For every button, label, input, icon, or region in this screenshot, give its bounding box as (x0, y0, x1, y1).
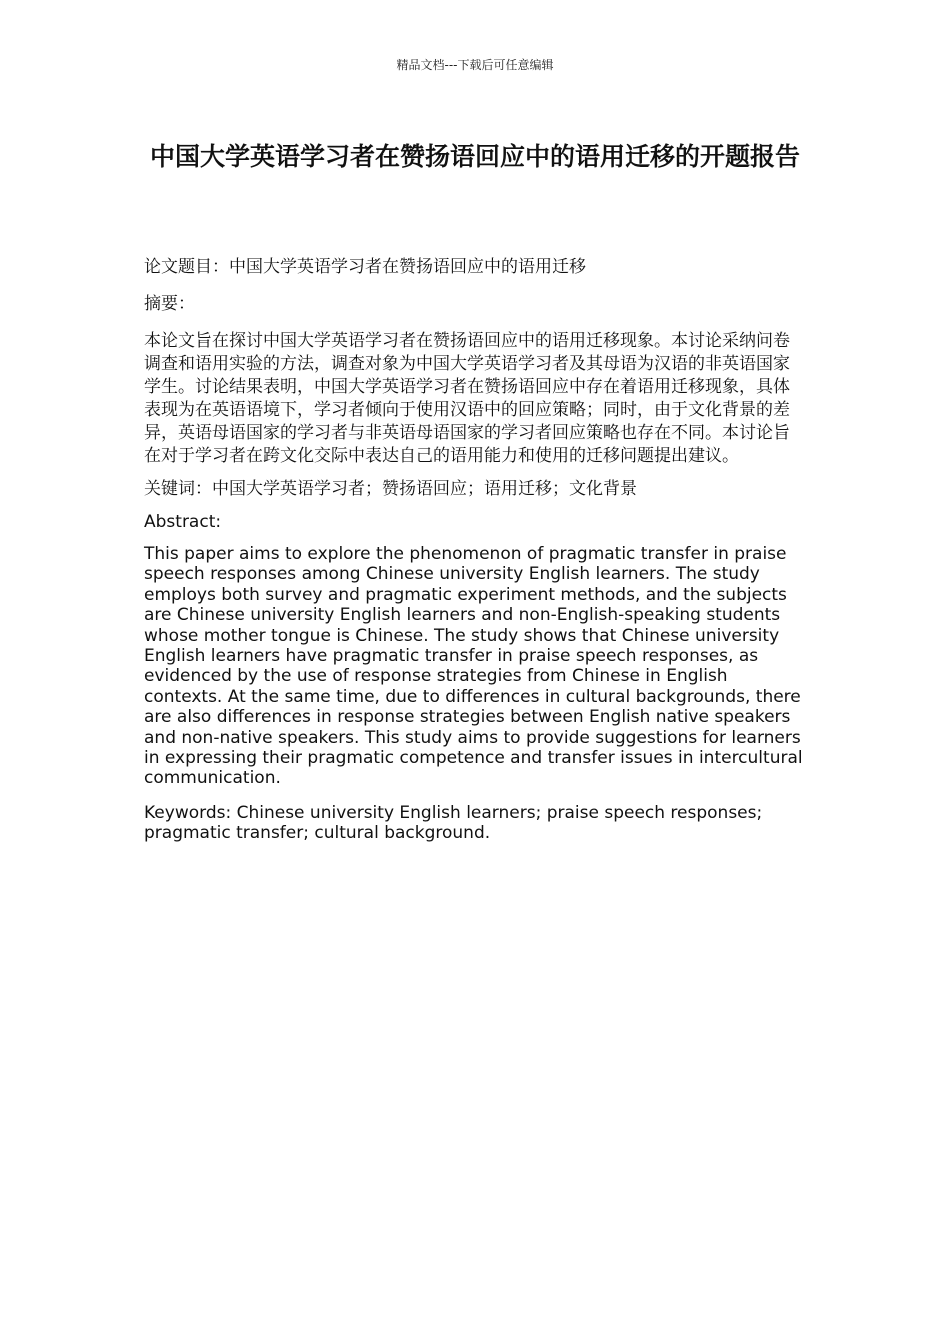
abstract-cn: 本论文旨在探讨中国大学英语学习者在赞扬语回应中的语用迁移现象。本讨论采纳问卷调查和语用实验的方法，调查对象为中国大学英语学习者及其母语为汉语的非英语国家学生。讨论结果表明，中国大学英语学习者在赞扬语回应中存在着语用迁移现象，具体表现为在英语语境下，学习者倾向于使用汉语中的回应策略；同时，由于文化背景的差异，英语母语国家的学习者与非英语母语国家的学习者回应策略也存在不同。本讨论旨在对于学习者在跨文化交际中表达自己的语用能力和使用的迁移问题提出建议。 (144, 331, 790, 466)
header-note: 精品文档---下载后可任意编辑 (396, 58, 554, 72)
document-body (144, 256, 806, 858)
abstract-en: This paper aims to explore the phenomenon of pragmatic transfer in praise speech responses among Chinese university English learners. The study employs both survey and pragmatic experiment methods, and the subjects are Chinese university English learners and non-English-speaking students whose mother tongue is Chinese. The study shows that Chinese university English learners have pragmatic transfer in praise speech responses, as evidenced by the use of response strategies from Chinese in English contexts. At the same time, due to differences in cultural backgrounds, there are also differences in response strategies between English native speakers and non-native speakers. This study aims to provide suggestions for learners in expressing their pragmatic competence and transfer issues in intercultural communication. (144, 544, 803, 789)
document-title: 中国大学英语学习者在赞扬语回应中的语用迁移的开题报告 (149, 142, 800, 171)
keywords-cn: 关键词：中国大学英语学习者；赞扬语回应；语用迁移；文化背景 (144, 479, 637, 499)
keywords-en: Keywords: Chinese university English learners; praise speech responses; pragmatic transfer; cultural background. (144, 802, 763, 844)
abstract-heading-cn: 摘要： (144, 294, 195, 314)
thesis-topic: 论文题目：中国大学英语学习者在赞扬语回应中的语用迁移 (144, 257, 586, 277)
abstract-heading-en: Abstract: (144, 512, 222, 532)
